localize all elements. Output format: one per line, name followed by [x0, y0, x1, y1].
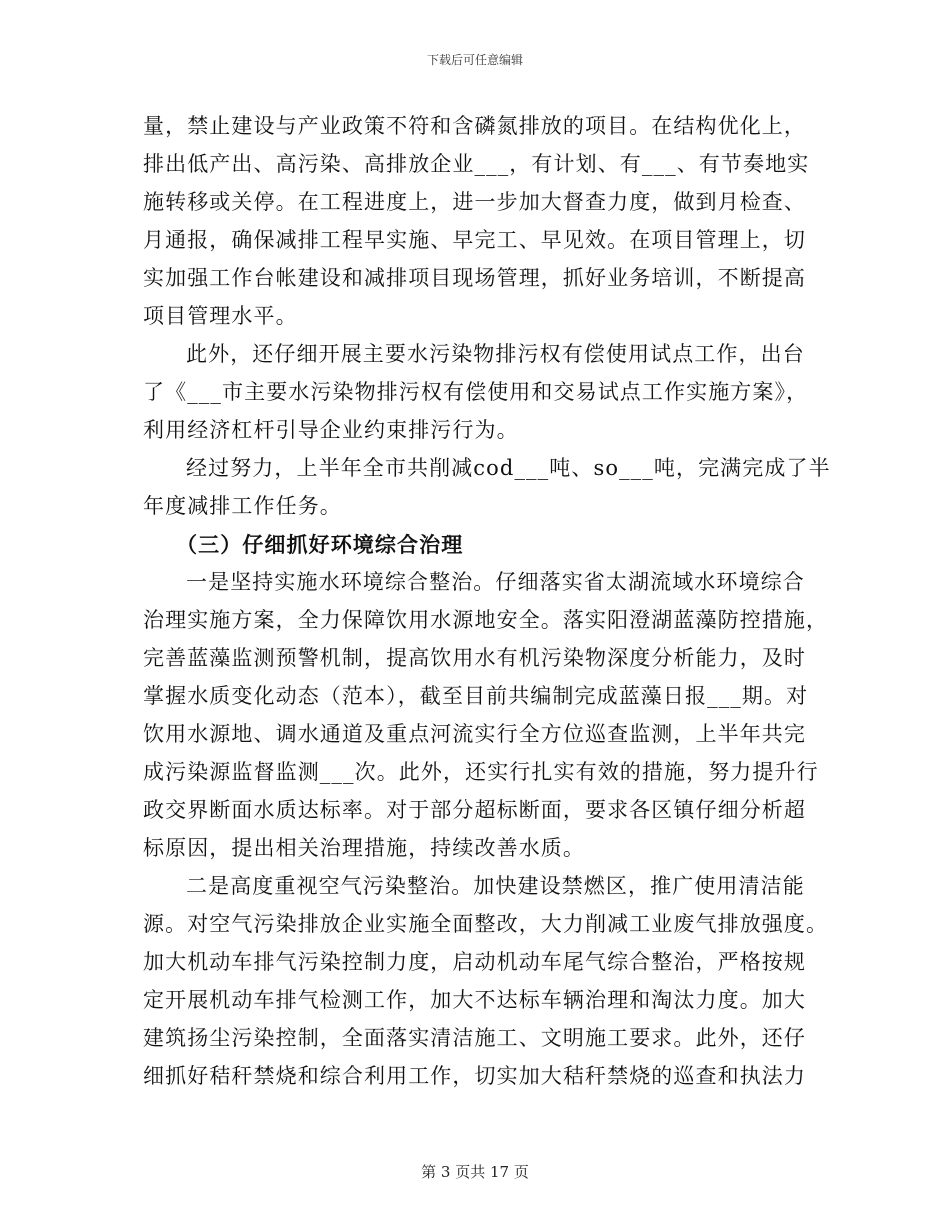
body-line: 成污染源监督监测___次。此外，还实行扎实有效的措施，努力提升行 — [143, 760, 819, 784]
body-line: 此外，还仔细开展主要水污染物排污权有偿使用试点工作，出台 — [186, 342, 805, 366]
body-line: 月通报，确保减排工程早实施、早完工、早见效。在项目管理上，切 — [143, 228, 806, 252]
body-line: 利用经济杠杆引导企业约束排污行为。 — [143, 418, 519, 442]
page-header: 下载后可任意编辑 — [426, 53, 523, 67]
body-line: 建筑扬尘污染控制，全面落实清洁施工、文明施工要求。此外，还仔 — [143, 1026, 806, 1050]
body-line: 细抓好秸秆禁烧和综合利用工作，切实加大秸秆禁烧的巡查和执法力 — [143, 1064, 806, 1088]
body-line: 标原因，提出相关治理措施，持续改善水质。 — [143, 836, 585, 860]
section-heading: （三）仔细抓好环境综合治理 — [176, 532, 464, 557]
body-line: 定开展机动车排气检测工作，加大不达标车辆治理和淘汰力度。加大 — [143, 988, 806, 1012]
body-line: 二是高度重视空气污染整治。加快建设禁燃区，推广使用清洁能 — [186, 874, 805, 898]
body-line: 排出低产出、高污染、高排放企业___，有计划、有___、有节奏地实 — [143, 152, 810, 176]
body-line: 实加强工作台帐建设和减排项目现场管理，抓好业务培训，不断提高 — [143, 266, 806, 290]
body-line: 掌握水质变化动态（范本），截至目前共编制完成蓝藻日报___期。对 — [143, 684, 809, 708]
body-line: 一是坚持实施水环境综合整治。仔细落实省太湖流域水环境综合 — [186, 570, 805, 594]
body-line: 年度减排工作任务。 — [143, 494, 342, 518]
body-line: 政交界断面水质达标率。对于部分超标断面，要求各区镇仔细分析超 — [143, 798, 806, 822]
body-line: 了《___市主要水污染物排污权有偿使用和交易试点工作实施方案》， — [143, 380, 809, 404]
body-line: 治理实施方案，全力保障饮用水源地安全。落实阳澄湖蓝藻防控措施， — [143, 608, 829, 632]
body-line: 施转移或关停。在工程进度上，进一步加大督查力度，做到月检查、 — [143, 190, 806, 214]
body-line: 量，禁止建设与产业政策不符和含磷氮排放的项目。在结构优化上， — [143, 114, 806, 138]
body-line: 完善蓝藻监测预警机制，提高饮用水有机污染物深度分析能力，及时 — [143, 646, 806, 670]
body-line: 源。对空气污染排放企业实施全面整改，大力削减工业废气排放强度。 — [143, 912, 829, 936]
page-footer: 第 3 页共 17 页 — [421, 1163, 529, 1181]
body-line: 经过努力，上半年全市共削减cod___吨、so___吨，完满完成了半 — [186, 456, 831, 480]
body-line: 加大机动车排气污染控制力度，启动机动车尾气综合整治，严格按规 — [143, 950, 806, 974]
body-line: 项目管理水平。 — [143, 304, 298, 328]
body-line: 饮用水源地、调水通道及重点河流实行全方位巡查监测，上半年共完 — [143, 722, 806, 746]
